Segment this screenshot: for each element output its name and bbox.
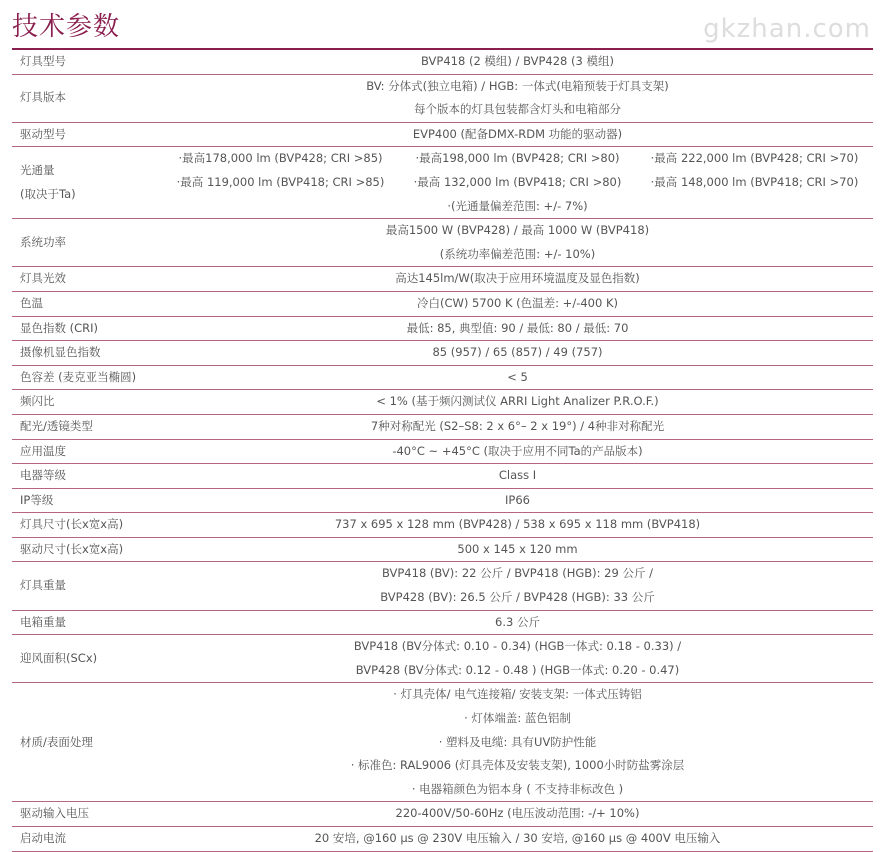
spec-value <box>162 439 873 464</box>
spec-value <box>162 488 873 513</box>
spec-label-text: 摄像机显色指数 <box>20 345 101 360</box>
spec-label-text: 灯具尺寸(长x宽x高) <box>20 517 124 532</box>
spec-value <box>162 390 873 415</box>
spec-label <box>12 488 162 513</box>
spec-row <box>12 316 873 341</box>
spec-value-line: BVP418 (BV分体式: 0.10 - 0.34) (HGB一体式: 0.18 - 0.33) / <box>353 639 682 654</box>
spec-value <box>162 50 873 74</box>
spec-value <box>162 414 873 439</box>
watermark: gkzhan.com <box>703 14 871 44</box>
spec-label-text: 电器等级 <box>20 468 66 483</box>
spec-label-text: 光通量 <box>20 163 55 178</box>
spec-value <box>162 610 873 635</box>
spec-label-text: 应用温度 <box>20 443 66 458</box>
spec-label <box>12 147 162 219</box>
spec-label <box>12 316 162 341</box>
spec-value-line: BVP428 (BV分体式: 0.12 - 0.48 ) (HGB一体式: 0.20 - 0.47) <box>355 662 680 677</box>
spec-value <box>162 219 873 267</box>
spec-value-line: · 塑料及电缆: 具有UV防护性能 <box>438 734 597 749</box>
spec-row <box>12 74 873 122</box>
spec-value <box>162 74 873 122</box>
spec-label-text: 灯具型号 <box>20 54 66 68</box>
spec-value <box>162 513 873 538</box>
spec-value-line: 每个版本的灯具包装都含灯头和电箱部分 <box>414 102 621 117</box>
spec-value-cell: ·最高178,000 lm (BVP428; CRI >85) <box>178 151 383 166</box>
spec-row <box>12 219 873 267</box>
spec-label <box>12 537 162 562</box>
spec-value-line: 最低: 85, 典型值: 90 / 最低: 80 / 最低: 70 <box>406 320 629 335</box>
spec-label-text: (取决于Ta) <box>20 186 76 201</box>
spec-label <box>12 74 162 122</box>
spec-value <box>162 562 873 610</box>
page-title: 技术参数 <box>12 12 121 42</box>
spec-row <box>12 683 873 802</box>
spec-value <box>162 316 873 341</box>
spec-row <box>12 341 873 366</box>
spec-value-line: (系统功率偏差范围: +/- 10%) <box>439 246 596 261</box>
spec-value-line: -40°C ~ +45°C (取决于应用不同Ta的产品版本) <box>392 443 643 458</box>
spec-label <box>12 414 162 439</box>
spec-value-line: < 1% (基于频闪测试仪 ARRI Light Analizer P.R.O.F.) <box>376 394 659 409</box>
spec-label-text: 驱动型号 <box>20 126 66 141</box>
spec-label-text: 灯具重量 <box>20 578 66 593</box>
spec-row <box>12 635 873 683</box>
spec-row <box>12 562 873 610</box>
spec-label <box>12 390 162 415</box>
spec-value-cell: ·最高 222,000 lm (BVP428; CRI >70) <box>650 151 859 166</box>
spec-value <box>162 802 873 827</box>
spec-value-line: 20 安培, @160 μs @ 230V 电压输入 / 30 安培, @160 μs @ 400V 电压输入 <box>314 831 721 845</box>
spec-value-cell: ·最高198,000 lm (BVP428; CRI >80) <box>415 151 620 166</box>
spec-value-line: IP66 <box>505 492 530 507</box>
spec-label <box>12 683 162 802</box>
spec-value <box>162 635 873 683</box>
spec-value-line: BV: 分体式(独立电箱) / HGB: 一体式(电箱预装于灯具支架) <box>366 78 669 93</box>
spec-label <box>12 122 162 147</box>
spec-label <box>12 439 162 464</box>
spec-label-text: 配光/透镜类型 <box>20 418 93 433</box>
spec-row <box>12 291 873 316</box>
spec-row <box>12 827 873 852</box>
spec-value-line: < 5 <box>507 369 528 384</box>
spec-row <box>12 513 873 538</box>
spec-value-line: 220-400V/50-60Hz (电压波动范围: -/+ 10%) <box>395 806 640 821</box>
spec-value-grid-row <box>162 147 873 171</box>
spec-label <box>12 464 162 489</box>
spec-label-text: 启动电流 <box>20 831 66 845</box>
spec-value <box>162 291 873 316</box>
spec-value-line: 85 (957) / 65 (857) / 49 (757) <box>432 345 603 360</box>
spec-value <box>162 464 873 489</box>
spec-value-cell: ·最高 148,000 lm (BVP418; CRI >70) <box>650 174 859 189</box>
spec-value-cell: ·最高 119,000 lm (BVP418; CRI >85) <box>176 174 385 189</box>
spec-row <box>12 464 873 489</box>
spec-label <box>12 50 162 74</box>
spec-label <box>12 513 162 538</box>
spec-value-line: · 电器箱颜色为铝本身 ( 不支持非标改色 ) <box>411 781 624 796</box>
spec-table <box>12 50 873 852</box>
spec-label-text: 显色指数 (CRI) <box>20 320 99 335</box>
spec-label <box>12 802 162 827</box>
spec-row <box>12 439 873 464</box>
spec-value-line: ·(光通量偏差范围: +/- 7%) <box>447 198 588 213</box>
spec-value-line: · 灯具壳体/ 电气连接箱/ 安装支架: 一体式压铸铝 <box>393 687 642 702</box>
spec-value <box>162 537 873 562</box>
spec-label-text: 灯具版本 <box>20 90 66 105</box>
spec-value <box>162 122 873 147</box>
spec-row <box>12 610 873 635</box>
spec-value-line: EVP400 (配备DMX-RDM 功能的驱动器) <box>412 126 623 141</box>
spec-label <box>12 635 162 683</box>
spec-value <box>162 827 873 852</box>
spec-value-grid-row <box>162 171 873 195</box>
spec-value-line: 500 x 145 x 120 mm <box>457 541 578 556</box>
spec-label <box>12 827 162 852</box>
spec-label-text: IP等级 <box>20 492 54 507</box>
spec-label <box>12 219 162 267</box>
spec-value-line: Class I <box>498 468 537 483</box>
spec-value-line: BVP418 (BV): 22 公斤 / BVP418 (HGB): 29 公斤 / <box>381 566 654 581</box>
spec-label-text: 色容差 (麦克亚当椭圆) <box>20 369 137 384</box>
spec-label-text: 电箱重量 <box>20 614 66 629</box>
spec-label-text: 驱动输入电压 <box>20 806 89 821</box>
spec-value <box>162 365 873 390</box>
spec-label <box>12 610 162 635</box>
spec-label-text: 材质/表面处理 <box>20 734 93 749</box>
spec-row <box>12 414 873 439</box>
spec-value <box>162 147 873 219</box>
spec-label-text: 迎风面积(SCx) <box>20 651 98 666</box>
spec-row <box>12 122 873 147</box>
spec-row <box>12 488 873 513</box>
spec-value <box>162 683 873 802</box>
spec-value-line: BVP418 (2 模组) / BVP428 (3 模组) <box>421 54 614 68</box>
spec-value-line: · 灯体端盖: 蓝色铝制 <box>464 711 571 726</box>
spec-row <box>12 50 873 74</box>
spec-label-text: 驱动尺寸(长x宽x高) <box>20 541 124 556</box>
spec-value-cell: ·最高 132,000 lm (BVP418; CRI >80) <box>413 174 622 189</box>
spec-value-line: 高达145lm/W(取决于应用环境温度及显色指数) <box>395 271 640 286</box>
spec-value-line: BVP428 (BV): 26.5 公斤 / BVP428 (HGB): 33 公斤 <box>380 590 655 605</box>
spec-label <box>12 267 162 292</box>
spec-label <box>12 341 162 366</box>
spec-label-text: 灯具光效 <box>20 271 66 286</box>
spec-row <box>12 390 873 415</box>
spec-row <box>12 147 873 219</box>
spec-value-line: 7种对称配光 (S2–S8: 2 x 6°– 2 x 19°) / 4种非对称配光 <box>370 418 665 433</box>
spec-row <box>12 537 873 562</box>
spec-value-line: 最高1500 W (BVP428) / 最高 1000 W (BVP418) <box>385 223 650 238</box>
spec-value <box>162 341 873 366</box>
spec-value-line: · 标准色: RAL9006 (灯具壳体及安装支架), 1000小时防盐雾涂层 <box>350 758 685 773</box>
spec-value-line: 737 x 695 x 128 mm (BVP428) / 538 x 695 x 118 mm (BVP418) <box>334 517 701 532</box>
spec-label <box>12 562 162 610</box>
spec-row <box>12 365 873 390</box>
spec-label <box>12 365 162 390</box>
spec-label-text: 频闪比 <box>20 394 55 409</box>
spec-row <box>12 267 873 292</box>
spec-label <box>12 291 162 316</box>
spec-value-line: 6.3 公斤 <box>495 614 540 629</box>
spec-value <box>162 267 873 292</box>
spec-row <box>12 802 873 827</box>
spec-label-text: 系统功率 <box>20 234 66 249</box>
spec-label-text: 色温 <box>20 295 43 310</box>
spec-value-line: 冷白(CW) 5700 K (色温差: +/-400 K) <box>417 295 618 310</box>
